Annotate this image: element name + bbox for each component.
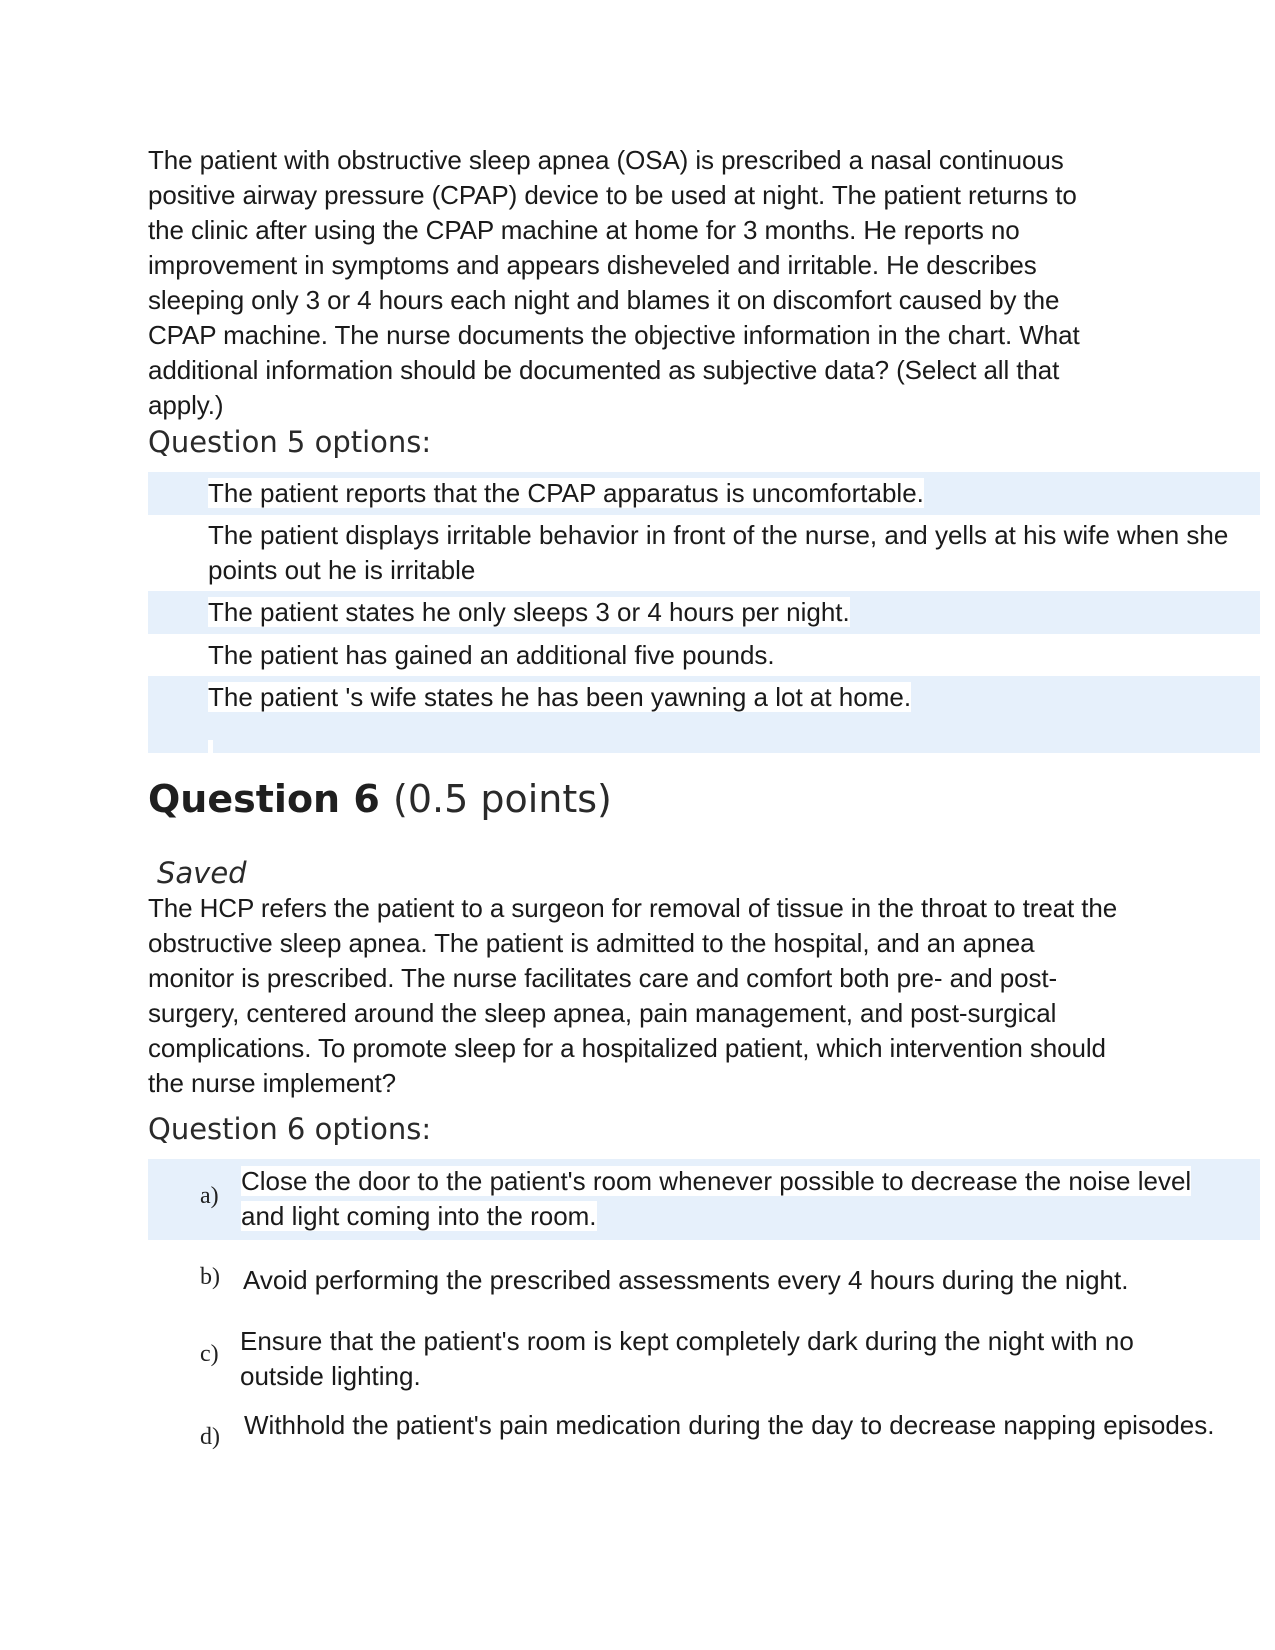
option-letter: d) [200, 1424, 220, 1450]
question-6-option-b[interactable] [243, 1263, 1243, 1298]
option-label: Withhold the patient's pain medication during the day to decrease napping episodes. [244, 1410, 1215, 1440]
question-number: Question 6 [148, 777, 380, 821]
option-label: The patient reports that the CPAP apparatus is uncomfortable. [208, 478, 924, 508]
saved-status: Saved [157, 856, 247, 890]
question-6-options-heading: Question 6 options: [148, 1112, 432, 1146]
question-5-options-heading: Question 5 options: [148, 425, 432, 459]
text-cursor [208, 740, 213, 775]
question-5-option[interactable] [208, 518, 1258, 588]
question-6-heading [148, 776, 612, 822]
question-points: (0.5 points) [393, 777, 612, 821]
question-6-stem: The HCP refers the patient to a surgeon for removal of tissue in the throat to treat the obstructive sleep apnea. The patient is admitted to the hospital, and an apnea monitor is prescribed. The nurse facilitates care and comfort both pre- and post-surgery, centered around the sleep apnea, pain management, and post-surgical complications. To promote sleep for a hospitalized patient, which intervention should the nurse implement? [148, 893, 1118, 1098]
option-label: Ensure that the patient's room is kept completely dark during the night with no outside lighting. [240, 1326, 1134, 1391]
option-letter: a) [200, 1183, 219, 1209]
option-letter: c) [200, 1341, 219, 1367]
option-label: The patient displays irritable behavior in front of the nurse, and yells at his wife when she points out he is irritable [208, 520, 1229, 585]
option-label: The patient states he only sleeps 3 or 4 hours per night. [208, 597, 850, 627]
question-5-option[interactable] [208, 680, 1258, 715]
question-5-stem: The patient with obstructive sleep apnea (OSA) is prescribed a nasal continuous positive airway pressure (CPAP) device to be used at night. The patient returns to the clinic after using the CPAP machine at home for 3 months. He reports no improvement in symptoms and appears disheveled and irritable. He describes sleeping only 3 or 4 hours each night and blames it on discomfort caused by the CPAP machine. The nurse documents the objective information in the chart. What additional information should be documented as subjective data? (Select all that apply.) [148, 145, 1080, 420]
option-label: Close the door to the patient's room whenever possible to decrease the noise level and light coming into the room. [241, 1166, 1192, 1231]
question-6-option-a[interactable] [241, 1164, 1241, 1234]
option-label: Avoid performing the prescribed assessments every 4 hours during the night. [243, 1265, 1129, 1295]
question-6-option-d[interactable] [244, 1408, 1264, 1443]
option-label: The patient has gained an additional five pounds. [208, 640, 775, 670]
question-5-option[interactable] [208, 638, 1258, 673]
question-6-option-c[interactable] [240, 1324, 1220, 1394]
question-5-option[interactable] [208, 595, 1258, 630]
question-5-option[interactable] [208, 476, 1258, 511]
option-label: The patient 's wife states he has been yawning a lot at home. [208, 682, 912, 712]
option-letter: b) [200, 1264, 220, 1290]
